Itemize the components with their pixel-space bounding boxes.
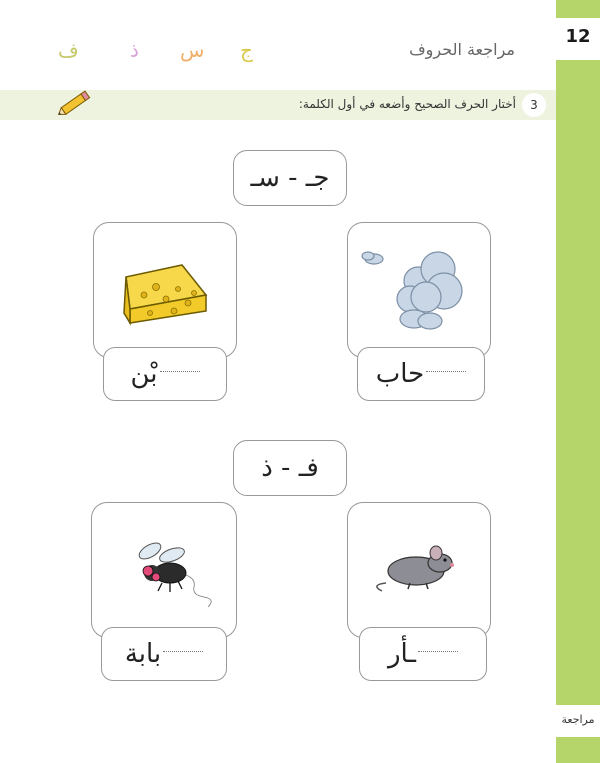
letter-options-2-text: فـ - ذ [261,453,319,483]
pencil-icon [55,86,95,120]
letter-options-1-text: جـ - سـ [250,163,330,193]
cheese-illustration [94,223,236,357]
word-box-mouse [359,627,487,681]
header-letter-fa: ف [58,38,79,62]
answer-blank[interactable] [418,651,458,652]
picture-card-cheese [93,222,237,358]
page-number: 12 [565,26,591,47]
word-suffix-fly: بابة [124,639,162,669]
header-letter-thal: ذ [130,38,139,62]
mouse-illustration [348,503,490,637]
section-label: مراجعة [561,713,595,726]
word-box-cheese [103,347,227,401]
header-letter-seen: س [180,38,205,62]
exercise-number: 3 [522,93,546,117]
word-box-cloud [357,347,485,401]
letter-options-1 [233,150,347,206]
picture-card-cloud [347,222,491,358]
answer-blank[interactable] [163,651,203,652]
answer-blank[interactable] [160,371,200,372]
word-suffix-mouse: ـأر [387,639,417,669]
right-margin-strip [556,0,600,763]
header-letter-jeem: ج [240,38,253,62]
word-suffix-cloud: حاب [375,359,425,389]
picture-card-mouse [347,502,491,638]
word-suffix-cheese: بْن [130,359,158,389]
page-title: مراجعة الحروف [409,40,515,59]
cloud-illustration [348,223,490,357]
fly-illustration [92,503,236,637]
picture-card-fly [91,502,237,638]
answer-blank[interactable] [426,371,466,372]
letter-options-2 [233,440,347,496]
word-box-fly [101,627,227,681]
instruction-text: أختار الحرف الصحيح وأضعه في أول الكلمة: [298,97,516,111]
